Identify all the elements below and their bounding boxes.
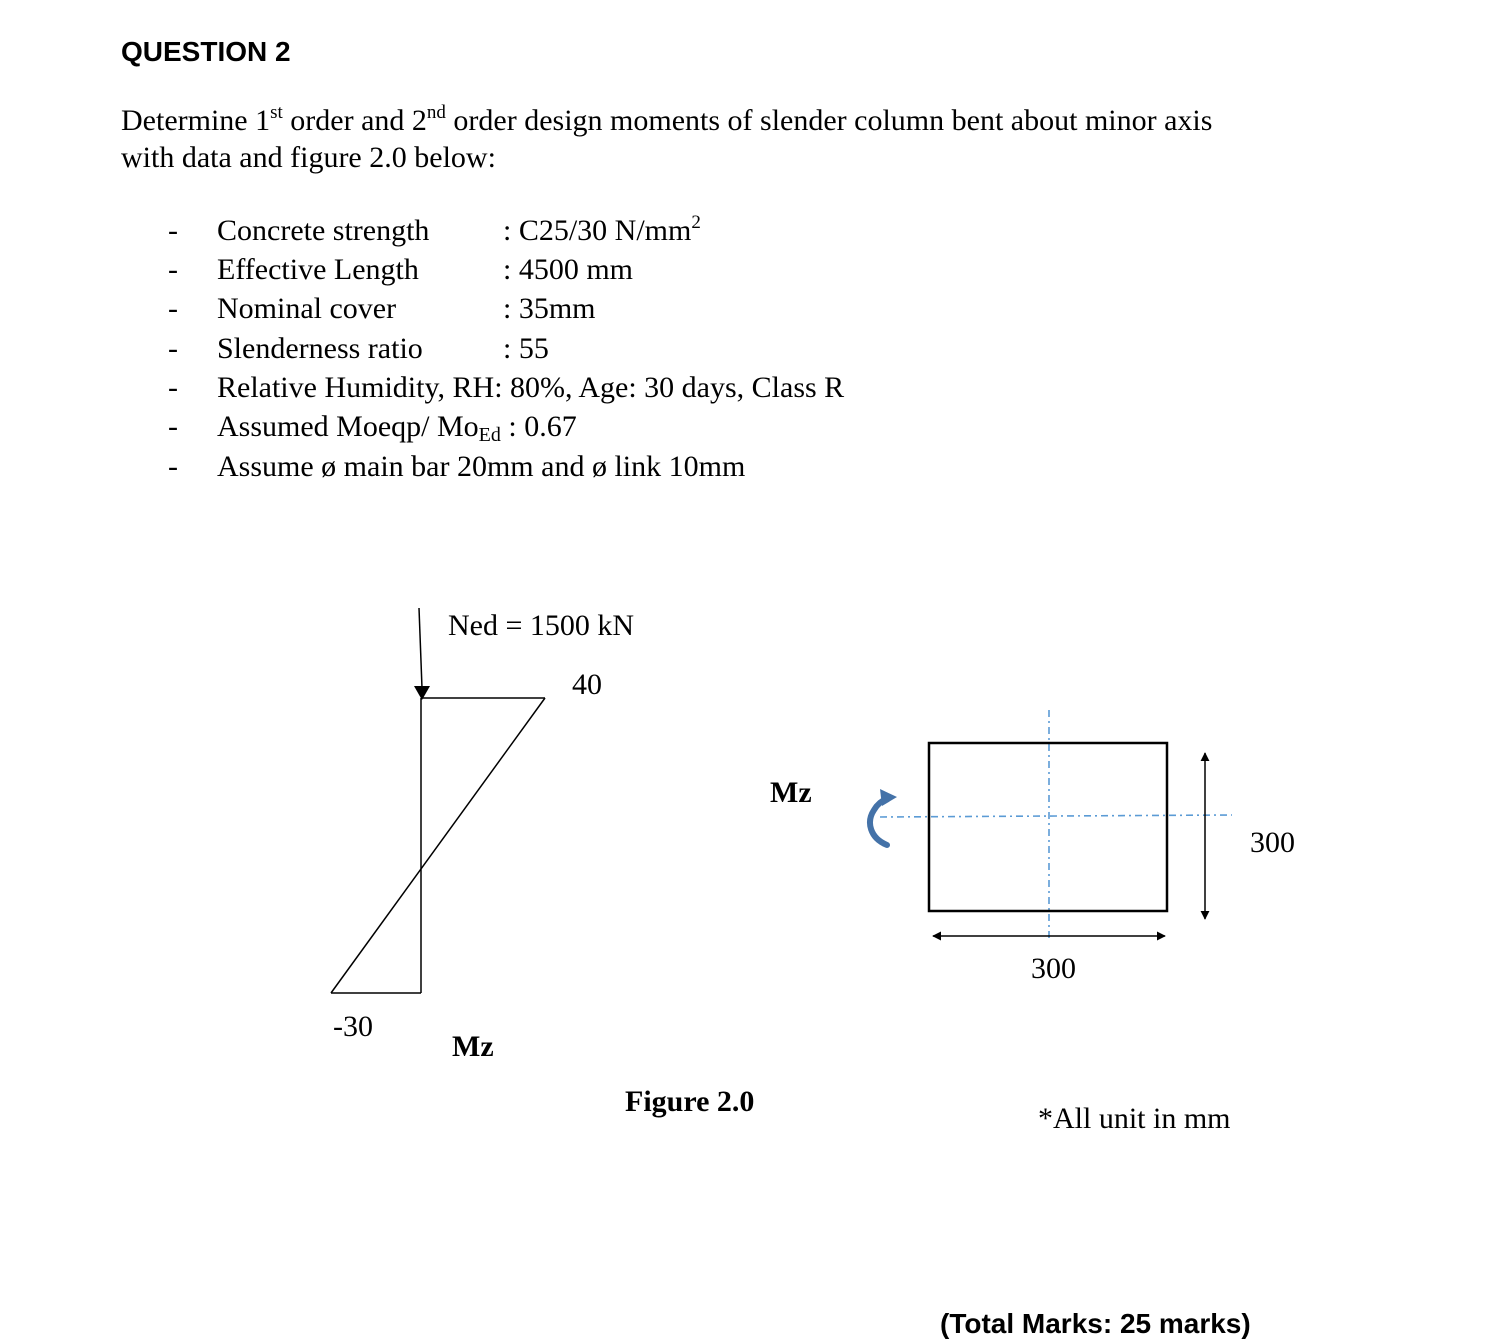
- moment-curved-arrow-icon: [870, 798, 888, 845]
- item-text-b: : 0.67: [500, 410, 577, 443]
- intro-sup-2: nd: [426, 102, 446, 123]
- bullet: -: [168, 371, 178, 404]
- load-label: Ned = 1500 kN: [448, 609, 635, 642]
- item-label: Nominal cover: [217, 292, 397, 325]
- bullet: -: [168, 332, 178, 365]
- moment-axis-label: Mz: [452, 1030, 494, 1063]
- intro-text-a: Determine 1: [121, 104, 271, 137]
- question-heading: QUESTION 2: [121, 36, 291, 67]
- bullet: -: [168, 292, 178, 325]
- bullet: -: [168, 410, 178, 443]
- item-text: Relative Humidity, RH: 80%, Age: 30 days, Class R: [217, 371, 845, 404]
- total-marks: (Total Marks: 25 marks): [940, 1308, 1251, 1339]
- item-value-sup: 2: [691, 212, 701, 233]
- section-height-label: 300: [1250, 826, 1295, 859]
- bullet: -: [168, 214, 178, 247]
- bullet: -: [168, 450, 178, 483]
- moment-bottom-value: -30: [333, 1010, 373, 1043]
- units-note: *All unit in mm: [1038, 1102, 1231, 1135]
- item-label: Effective Length: [217, 253, 419, 286]
- item-value: : 55: [503, 332, 549, 365]
- intro-sup-1: st: [270, 102, 283, 123]
- item-text-a: Assumed Moeqp/ Mo: [217, 410, 479, 443]
- moment-arrowhead-icon: [880, 789, 897, 806]
- bullet: -: [168, 253, 178, 286]
- item-text: Assume ø main bar 20mm and ø link 10mm: [217, 450, 746, 483]
- cross-section-rect: [929, 743, 1167, 911]
- intro-line-2: with data and figure 2.0 below:: [121, 141, 496, 174]
- item-value: : 4500 mm: [503, 253, 634, 286]
- item-text-sub: Ed: [478, 424, 501, 446]
- load-arrow-line: [419, 608, 422, 688]
- moment-diagonal: [331, 698, 545, 993]
- item-value: : 35mm: [503, 292, 596, 325]
- section-width-label: 300: [1031, 952, 1076, 985]
- section-moment-label: Mz: [770, 776, 812, 809]
- intro-text-b: order and 2: [282, 104, 427, 137]
- item-label: Concrete strength: [217, 214, 430, 247]
- item-label: Slenderness ratio: [217, 332, 423, 365]
- section-horizontal-axis: [880, 815, 1232, 817]
- moment-top-value: 40: [572, 668, 602, 701]
- item-value-text: : C25/30 N/mm: [503, 214, 692, 247]
- figure-caption: Figure 2.0: [625, 1085, 755, 1118]
- intro-text-c: order design moments of slender column bent about minor axis: [445, 104, 1213, 137]
